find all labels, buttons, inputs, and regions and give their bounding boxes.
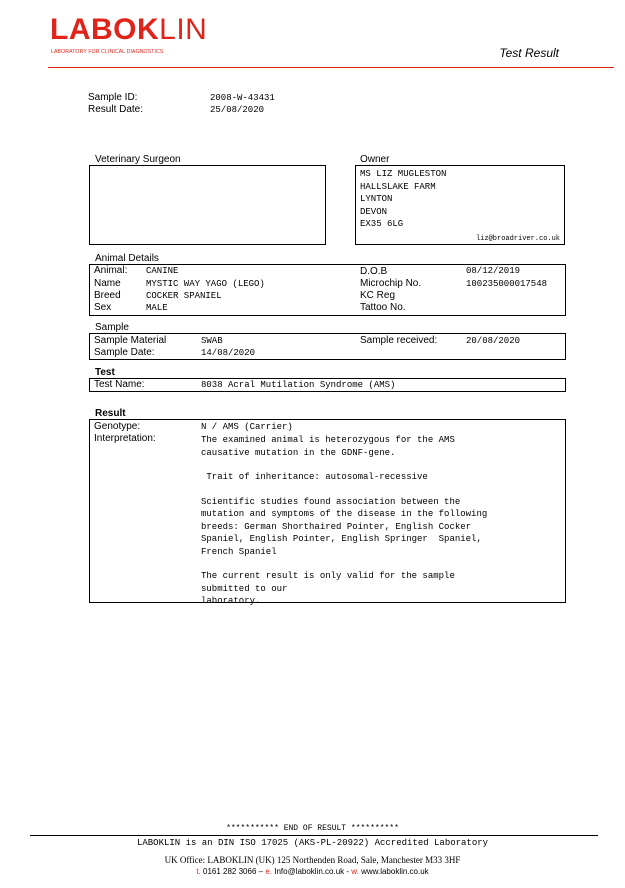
interpretation-line: The examined animal is heterozygous for the AMS: [201, 435, 455, 445]
separator: -: [346, 867, 350, 876]
sample-date-label: Sample Date:: [94, 347, 155, 358]
owner-address: [360, 168, 446, 231]
sample-received-value: 20/08/2020: [466, 336, 521, 346]
owner-line: LYNTON: [360, 194, 393, 204]
interpretation-label: Interpretation:: [94, 433, 156, 444]
owner-box: [355, 165, 565, 245]
breed-value: COCKER SPANIEL: [146, 291, 222, 301]
sample-section-label: Sample: [95, 322, 129, 333]
owner-label: Owner: [360, 154, 390, 165]
contact-line: [0, 867, 625, 876]
logo-tagline: LABORATORY FOR CLINICAL DIAGNOSTICS: [51, 49, 164, 55]
header-divider: [48, 67, 614, 68]
sample-id-value: 2008-W-43431: [210, 93, 275, 103]
microchip-value: 100235000017548: [466, 279, 548, 289]
name-label: Name: [94, 278, 121, 289]
animal-section-label: Animal Details: [95, 253, 159, 264]
page-title: Test Result: [499, 46, 559, 60]
office-address: UK Office: LABOKLIN (UK) 125 Northenden Road, Sale, Manchester M33 3HF: [164, 855, 461, 865]
test-section-label: Test: [95, 367, 115, 378]
accreditation-text: LABOKLIN is an DIN ISO 17025 (AKS-PL-20922) Accredited Laboratory: [136, 838, 489, 848]
genotype-value: N / AMS (Carrier): [201, 422, 293, 432]
web-link[interactable]: www.laboklin.co.uk: [361, 867, 429, 876]
sample-received-label: Sample received:: [360, 335, 438, 346]
result-date-value: 25/08/2020: [210, 105, 265, 115]
interpretation-line: mutation and symptoms of the disease in the following: [201, 509, 488, 519]
dob-label: D.O.B: [360, 266, 388, 277]
interpretation-line: Trait of inheritance: autosomal-recessive: [201, 472, 428, 482]
name-value: MYSTIC WAY YAGO (LEGO): [146, 279, 265, 289]
phone-number: 0161 282 3066: [203, 867, 257, 876]
email-link[interactable]: Info@laboklin.co.uk: [274, 867, 345, 876]
vet-box: [89, 165, 326, 245]
animal-value: CANINE: [146, 266, 179, 276]
sample-date-value: 14/08/2020: [201, 348, 256, 358]
kc-reg-label: KC Reg: [360, 290, 396, 301]
sex-label: Sex: [94, 302, 112, 313]
owner-line: HALLSLAKE FARM: [360, 181, 436, 192]
owner-line: MS LIZ MUGLESTON: [360, 169, 447, 179]
genotype-label: Genotype:: [94, 421, 141, 432]
interpretation-line: laboratory.: [201, 596, 261, 606]
result-section-label: Result: [95, 408, 126, 419]
sex-value: MALE: [146, 303, 168, 313]
owner-line: EX35 6LG: [360, 219, 404, 229]
owner-email: liz@broadriver.co.uk: [475, 235, 560, 243]
logo-main: LABOK: [50, 13, 160, 46]
test-name-value: 8038 Acral Mutilation Syndrome (AMS): [201, 380, 396, 390]
interpretation-text: [201, 434, 487, 608]
separator: –: [258, 867, 264, 876]
interpretation-line: causative mutation in the GDNF-gene.: [201, 447, 396, 458]
interpretation-line: submitted to our: [201, 583, 288, 594]
owner-line: DEVON: [360, 206, 388, 217]
end-of-result: *********** END OF RESULT **********: [226, 824, 399, 833]
web-prefix: w.: [351, 867, 359, 876]
dob-value: 08/12/2019: [466, 266, 521, 276]
vet-label: Veterinary Surgeon: [95, 154, 181, 165]
email-prefix: e.: [265, 867, 272, 876]
tattoo-label: Tattoo No.: [360, 302, 406, 313]
logo-thin: LIN: [159, 13, 208, 46]
interpretation-line: Scientific studies found association between the: [201, 496, 461, 507]
interpretation-line: Spaniel, English Pointer, English Springer Spaniel,: [201, 534, 482, 544]
footer-divider: [30, 835, 598, 836]
interpretation-line: The current result is only valid for the sample: [201, 571, 455, 581]
interpretation-line: French Spaniel: [201, 546, 277, 557]
test-name-label: Test Name:: [94, 379, 145, 390]
microchip-label: Microchip No.: [360, 278, 422, 289]
sample-material-value: SWAB: [201, 336, 223, 346]
breed-label: Breed: [94, 290, 121, 301]
animal-label: Animal:: [94, 265, 128, 276]
interpretation-line: breeds: German Shorthaired Pointer, English Cocker: [201, 521, 472, 532]
sample-material-label: Sample Material: [94, 335, 167, 346]
phone-prefix: t.: [196, 867, 201, 876]
sample-id-label: Sample ID:: [88, 92, 138, 103]
laboklin-logo: [50, 15, 207, 45]
result-date-label: Result Date:: [88, 104, 144, 115]
